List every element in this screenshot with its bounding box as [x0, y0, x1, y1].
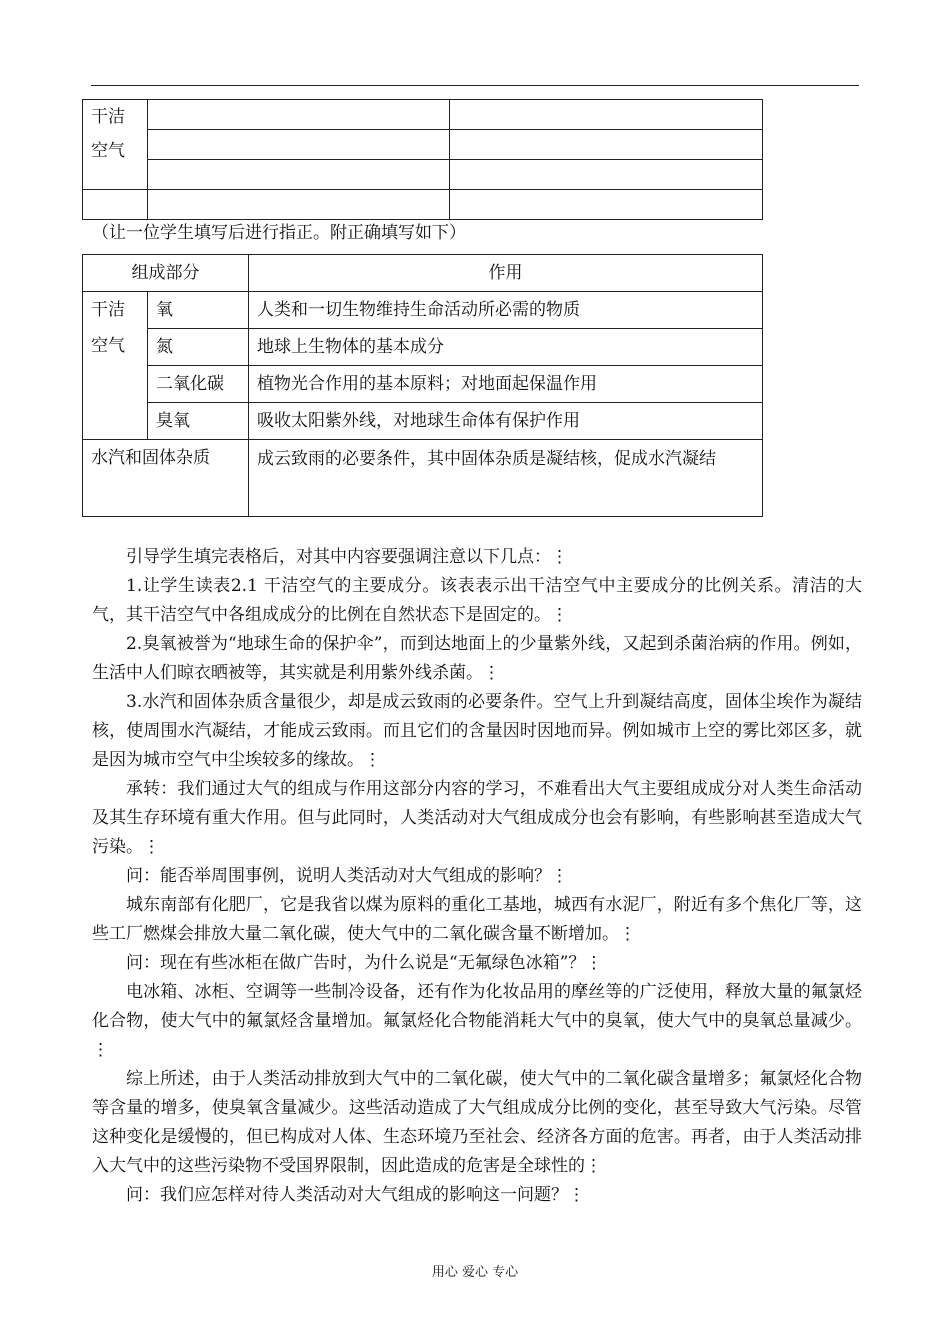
header-rule	[91, 85, 859, 86]
header-role: 作用	[249, 255, 763, 292]
paragraph: 1.让学生读表2.1 干洁空气的主要成分。该表表示出干洁空气中主要成分的比例关系。清洁的大气，其干洁空气中各组成成分的比例在自然状态下是固定的。⋮	[92, 576, 862, 625]
role-cell: 地球上生物体的基本成分	[249, 329, 763, 366]
blank-cell[interactable]	[148, 190, 450, 220]
blank-cell[interactable]	[148, 100, 450, 130]
paragraph: 问：能否举周围事例，说明人类活动对大气组成的影响？⋮	[126, 866, 568, 886]
answer-composition-table	[82, 254, 763, 517]
part-cell: 氧	[148, 292, 249, 329]
paragraph: 问：现在有些冰柜在做广告时，为什么说是“无氟绿色冰箱”？⋮	[126, 953, 603, 973]
page-footer: 用心 爱心 专心	[431, 1265, 519, 1280]
role-cell: 吸收太阳紫外线，对地球生命体有保护作用	[249, 403, 763, 440]
role-cell: 植物光合作用的基本原料；对地面起保温作用	[249, 366, 763, 403]
blank-cell[interactable]	[148, 130, 450, 160]
group-label-cell	[83, 100, 148, 190]
group-label: 干洁空气	[91, 107, 125, 161]
role-cell: 人类和一切生物维持生命活动所必需的物质	[249, 292, 763, 329]
paragraph: 电冰箱、冰柜、空调等一些制冷设备，还有作为化妆品用的摩丝等的广泛使用，释放大量的氟氯烃化合物，使大气中的氟氯烃含量增加。氟氯烃化合物能消耗大气中的臭氧，使大气中的臭氧总量减少。⋮	[92, 982, 862, 1060]
paragraph: 2.臭氧被誉为“地球生命的保护伞”，而到达地面上的少量紫外线，又起到杀菌治病的作用。例如，生活中人们晾衣晒被等，其实就是利用紫外线杀菌。⋮	[92, 634, 862, 683]
blank-cell[interactable]	[450, 100, 763, 130]
header-part: 组成部分	[83, 255, 249, 292]
blank-cell[interactable]	[450, 130, 763, 160]
paragraph: 承转：我们通过大气的组成与作用这部分内容的学习，不难看出大气主要组成成分对人类生命活动及其生存环境有重大作用。但与此同时，人类活动对大气组成成分也会有影响，有些影响甚至造成大气污染。⋮	[92, 779, 862, 857]
role-cell: 成云致雨的必要条件，其中固体杂质是凝结核，促成水汽凝结	[249, 440, 763, 517]
part-cell: 氮	[148, 329, 249, 366]
blank-cell[interactable]	[148, 160, 450, 190]
part-cell: 水汽和固体杂质	[83, 440, 249, 517]
paragraph: 问：我们应怎样对待人类活动对大气组成的影响这一问题？⋮	[126, 1185, 585, 1205]
blank-composition-table	[82, 99, 763, 220]
instruction-note: （让一位学生填写后进行指正。附正确填写如下）	[92, 223, 466, 243]
part-cell: 二氧化碳	[148, 366, 249, 403]
part-cell: 臭氧	[148, 403, 249, 440]
group-label: 干洁空气	[91, 300, 125, 356]
body-text	[92, 543, 862, 1210]
paragraph: 城东南部有化肥厂，它是我省以煤为原料的重化工基地，城西有水泥厂，附近有多个焦化厂等，这些工厂燃煤会排放大量二氧化碳，使大气中的二氧化碳含量不断增加。⋮	[92, 895, 862, 944]
blank-cell[interactable]	[450, 160, 763, 190]
blank-cell[interactable]	[83, 190, 148, 220]
blank-cell[interactable]	[450, 190, 763, 220]
paragraph: 引导学生填完表格后，对其中内容要强调注意以下几点：⋮	[126, 547, 568, 567]
paragraph: 3.水汽和固体杂质含量很少，却是成云致雨的必要条件。空气上升到凝结高度，固体尘埃作为凝结核，使周围水汽凝结，才能成云致雨。而且它们的含量因时因地而异。例如城市上空的雾比郊区多，就是因为城市空气中尘埃较多的缘故。⋮	[92, 692, 862, 770]
group-label-cell	[83, 292, 148, 440]
paragraph: 综上所述，由于人类活动排放到大气中的二氧化碳，使大气中的二氧化碳含量增多；氟氯烃化合物等含量的增多，使臭氧含量减少。这些活动造成了大气组成成分比例的变化，甚至导致大气污染。尽管这种变化是缓慢的，但已构成对人体、生态环境乃至社会、经济各方面的危害。再者，由于人类活动排入大气中的这些污染物不受国界限制，因此造成的危害是全球性的⋮	[92, 1069, 862, 1176]
